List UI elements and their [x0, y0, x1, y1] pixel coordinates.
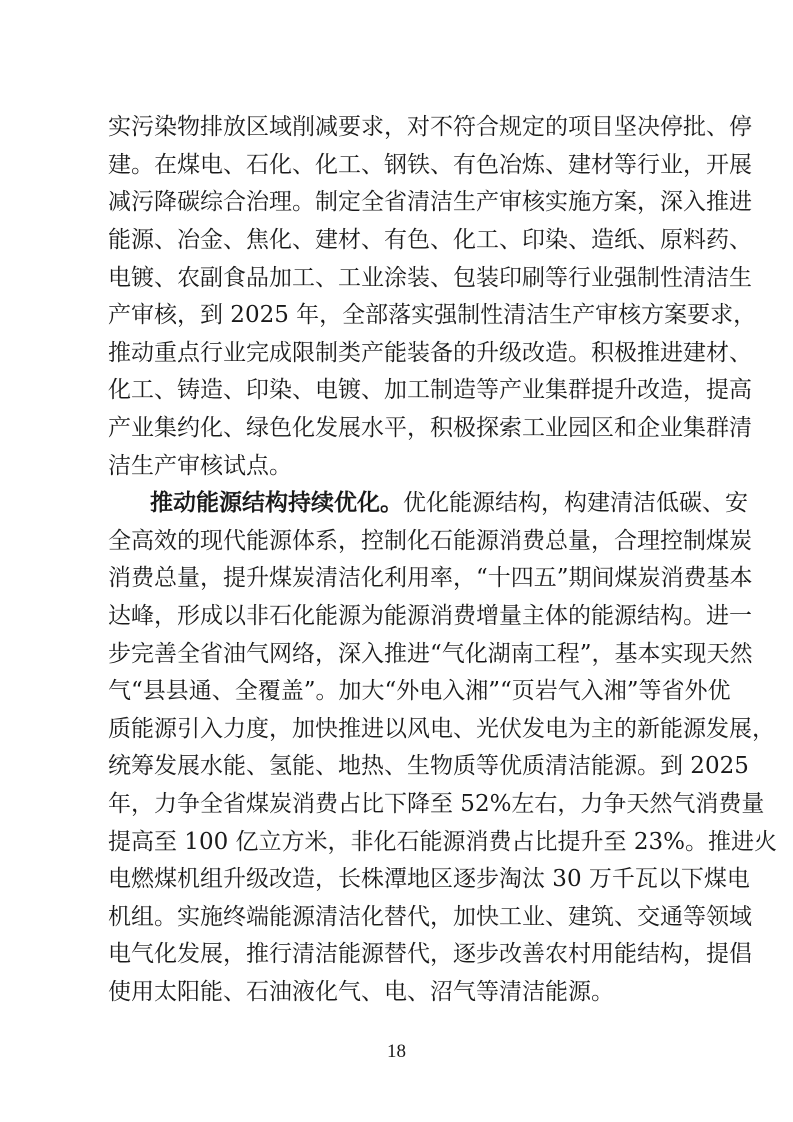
text-line: 质能源引入力度，加快推进以风电、光伏发电为主的新能源发展，	[108, 716, 775, 742]
text-line: 建。在煤电、石化、化工、钢铁、有色冶炼、建材等行业，开展	[108, 152, 752, 178]
text-line: 推动重点行业完成限制类产能装备的升级改造。积极推进建材、	[108, 340, 752, 366]
text-line: 使用太阳能、石油液化气、电、沼气等清洁能源。	[108, 979, 614, 1005]
page-number: 18	[387, 1041, 406, 1062]
text-line: 产审核，到 2025 年，全部落实强制性清洁生产审核方案要求，	[108, 302, 757, 328]
text-line: 气“县县通、全覆盖”。加大“外电入湘”“页岩气入湘”等省外优	[108, 678, 731, 704]
text-line: 全高效的现代能源体系，控制化石能源消费总量，合理控制煤炭	[108, 528, 752, 554]
text-line: 统筹发展水能、氢能、地热、生物质等优质清洁能源。到 2025	[108, 753, 749, 779]
paragraph-first-line	[150, 485, 748, 521]
text-line: 减污降碳综合治理。制定全省清洁生产审核实施方案，深入推进	[108, 189, 752, 215]
text-line: 产业集约化、绿色化发展水平，积极探索工业园区和企业集群清	[108, 415, 752, 441]
text-line: 提高至 100 亿立方米，非化石能源消费占比提升至 23%。推进火	[108, 829, 777, 855]
text-line: 电镀、农副食品加工、工业涂装、包装印刷等行业强制性清洁生	[108, 265, 752, 291]
text-line: 年，力争全省煤炭消费占比下降至 52%左右，力争天然气消费量	[108, 791, 765, 817]
text-line: 步完善全省油气网络，深入推进“气化湖南工程”，基本实现天然	[108, 641, 753, 667]
text-segment: 优化能源结构，构建清洁低碳、安	[403, 490, 748, 516]
text-line: 实污染物排放区域削减要求，对不符合规定的项目坚决停批、停	[108, 114, 752, 140]
text-line: 达峰，形成以非石化能源为能源消费增量主体的能源结构。进一	[108, 603, 752, 629]
paragraph-heading: 推动能源结构持续优化。	[150, 489, 403, 516]
text-line: 洁生产审核试点。	[108, 453, 292, 479]
text-line: 机组。实施终端能源清洁化替代，加快工业、建筑、交通等领域	[108, 904, 752, 930]
text-line: 电燃煤机组升级改造，长株潭地区逐步淘汰 30 万千瓦以下煤电	[108, 866, 750, 892]
text-line: 电气化发展，推行清洁能源替代，逐步改善农村用能结构，提倡	[108, 941, 752, 967]
text-line: 化工、铸造、印染、电镀、加工制造等产业集群提升改造，提高	[108, 377, 752, 403]
text-line: 能源、冶金、焦化、建材、有色、化工、印染、造纸、原料药、	[108, 227, 752, 253]
text-line: 消费总量，提升煤炭清洁化利用率，“十四五”期间煤炭消费基本	[108, 565, 753, 591]
